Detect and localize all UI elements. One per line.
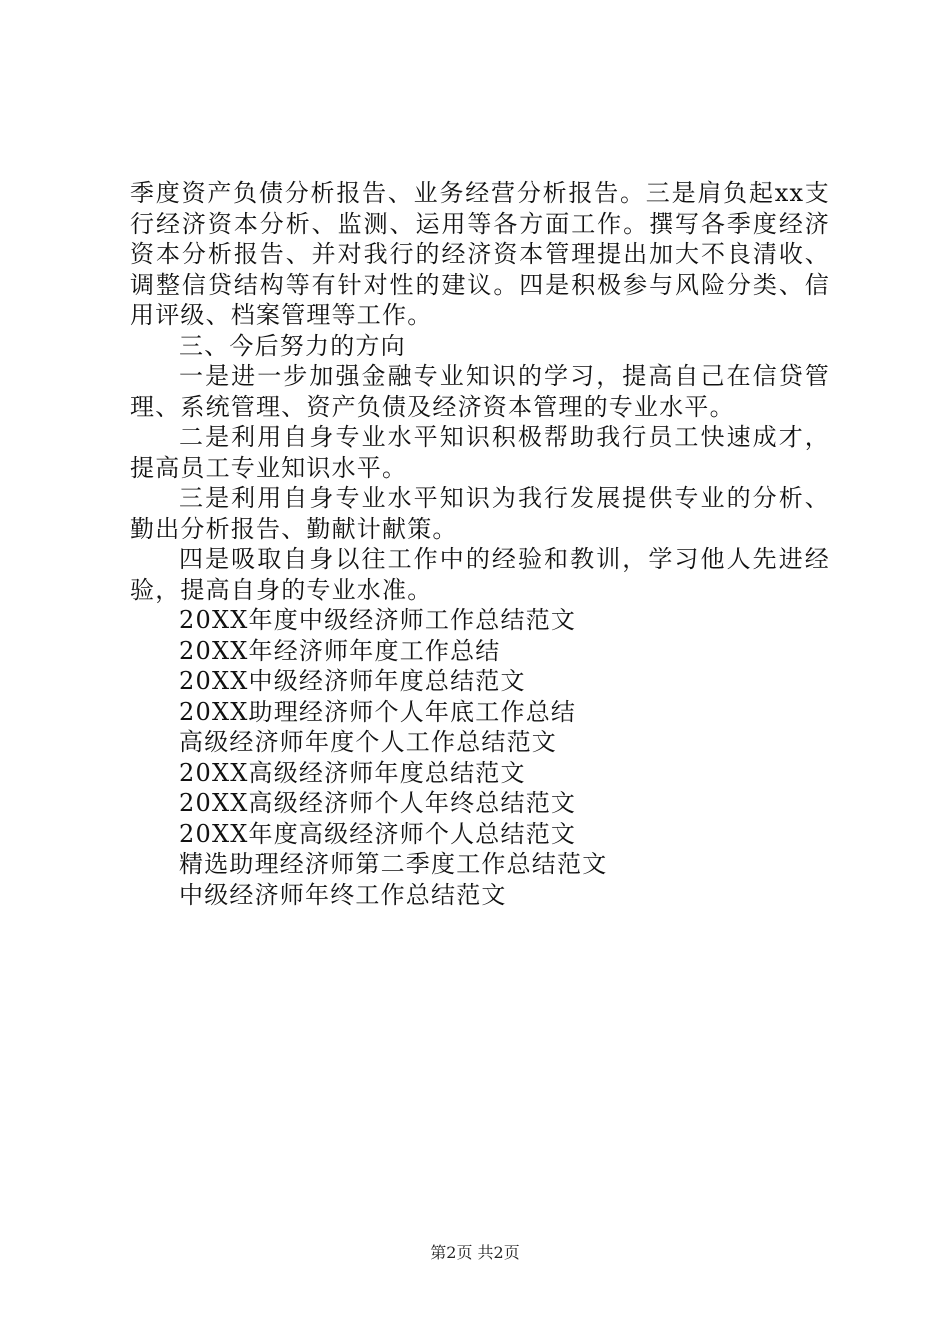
- related-title: 20XX年经济师年度工作总结: [179, 636, 501, 665]
- paragraph-point-2: 二是利用自身专业水平知识积极帮助我行员工快速成才，提高员工专业知识水平。: [130, 423, 830, 482]
- document-body: [130, 178, 830, 910]
- related-title: 精选助理经济师第二季度工作总结范文: [179, 850, 608, 878]
- paragraph-point-3: 三是利用自身专业水平知识为我行发展提供专业的分析、勤出分析报告、勤献计献策。: [130, 484, 830, 543]
- related-title: 20XX中级经济师年度总结范文: [179, 667, 526, 695]
- paragraph-point-4: 四是吸取自身以往工作中的经验和教训，学习他人先进经验，提高自身的专业水准。: [130, 545, 830, 604]
- related-titles-list: [130, 605, 830, 910]
- related-title: 20XX高级经济师个人年终总结范文: [179, 789, 577, 817]
- related-title: 20XX年度中级经济师工作总结范文: [179, 606, 577, 634]
- related-title: 20XX年度高级经济师个人总结范文: [179, 819, 577, 848]
- related-title: 20XX助理经济师个人年底工作总结: [179, 697, 577, 726]
- section-heading: 三、今后努力的方向: [179, 331, 406, 360]
- related-title: 高级经济师年度个人工作总结范文: [179, 728, 557, 756]
- paragraph-continued: 季度资产负债分析报告、业务经营分析报告。三是肩负起xx支行经济资本分析、监测、运用等各方面工作。撰写各季度经济资本分析报告、并对我行的经济资本管理提出加大不良清收、调整信贷结构等有针对性的建议。四是积极参与风险分类、信用评级、档案管理等工作。: [130, 179, 830, 329]
- page-number-footer: 第2页 共2页: [430, 1243, 520, 1262]
- paragraph-point-1: 一是进一步加强金融专业知识的学习，提高自己在信贷管理、系统管理、资产负债及经济资本管理的专业水平。: [130, 362, 830, 421]
- related-title: 中级经济师年终工作总结范文: [179, 880, 507, 909]
- related-title: 20XX高级经济师年度总结范文: [179, 758, 526, 787]
